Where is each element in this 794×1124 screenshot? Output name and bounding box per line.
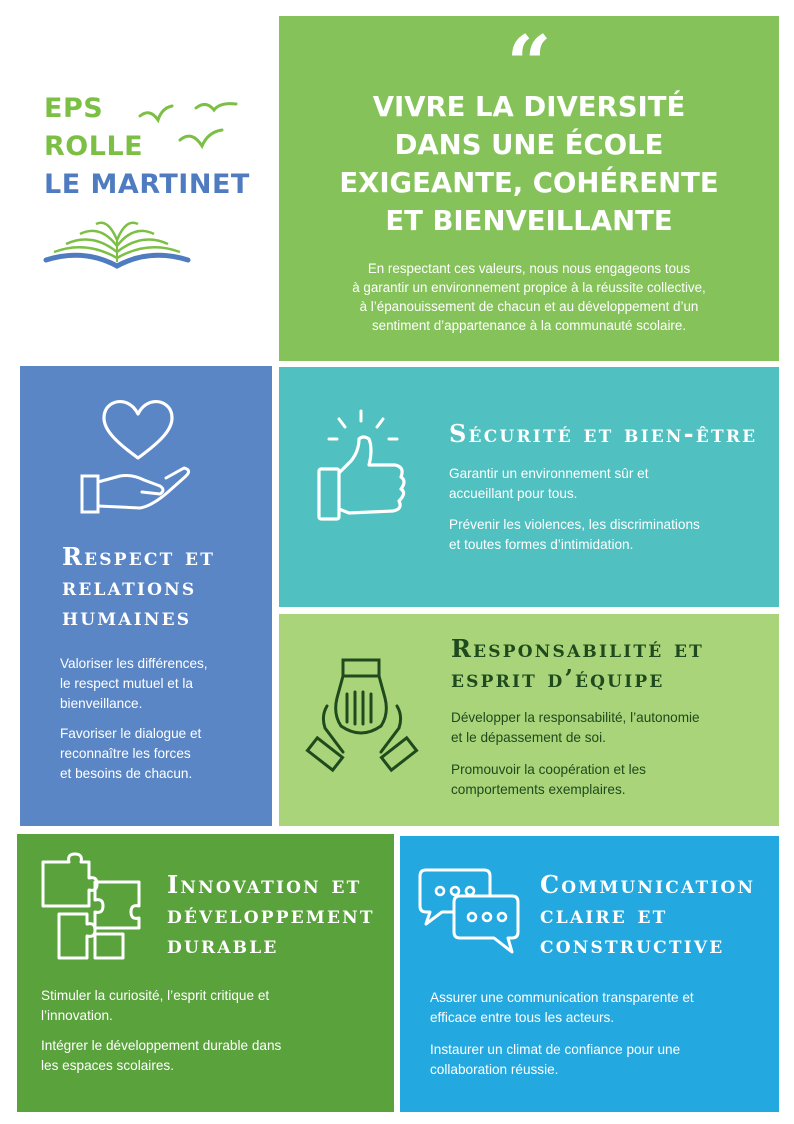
hand-heart-icon — [80, 396, 192, 516]
securite-text-1 — [449, 464, 648, 504]
hero-body-line: à garantir un environnement propice à la réussite collective, — [352, 280, 706, 295]
responsabilite-text-1 — [451, 708, 700, 748]
respect-text-line: reconnaître les forces — [60, 746, 191, 761]
quote-mark: “ — [506, 19, 552, 110]
communication-text-line: efficace entre tous les acteurs. — [430, 1010, 615, 1025]
logo-line-eps: EPS — [44, 93, 104, 124]
securite-text-line: Garantir un environnement sûr et — [449, 466, 649, 481]
respect-text-line: bienveillance. — [60, 696, 143, 711]
innovation-panel — [17, 834, 394, 1112]
respect-text-line: Valoriser les différences, — [60, 656, 208, 671]
communication-text-line: Assurer une communication transparente et — [430, 990, 694, 1005]
innovation-text-2 — [41, 1036, 281, 1076]
responsabilite-text-line: comportements exemplaires. — [451, 782, 626, 797]
hero-title-line: VIVRE LA DIVERSITÉ — [372, 91, 686, 123]
responsabilite-text-line: Promouvoir la coopération et les — [451, 762, 646, 777]
stacked-hands-icon — [303, 658, 421, 776]
securite-title: Sécurité et bien-être — [449, 419, 758, 448]
respect-text-line: Favoriser le dialogue et — [60, 726, 202, 741]
hero-body-line: En respectant ces valeurs, nous nous engageons tous — [367, 261, 691, 276]
open-book-icon — [44, 212, 190, 270]
speech-bubbles-icon — [418, 866, 522, 960]
securite-text-2 — [449, 515, 700, 555]
communication-text-1 — [430, 988, 694, 1028]
responsabilite-text-line: Développer la responsabilité, l’autonomie — [451, 710, 700, 725]
innovation-title-line: durable — [167, 930, 279, 959]
innovation-text-1 — [41, 986, 269, 1026]
innovation-title — [167, 870, 375, 960]
innovation-text-line: Intégrer le développement durable dans — [41, 1038, 282, 1053]
responsabilite-title-line: esprit d’équipe — [451, 664, 665, 693]
hero-body-line: à l’épanouissement de chacun et au développement d’un — [359, 299, 699, 314]
communication-text-line: collaboration réussie. — [430, 1062, 559, 1077]
responsabilite-text-2 — [451, 760, 646, 800]
hero-title-line: EXIGEANTE, COHÉRENTE — [339, 167, 719, 199]
communication-text-line: Instaurer un climat de confiance pour une — [430, 1042, 681, 1057]
puzzle-icon — [39, 858, 143, 962]
respect-title-line: humaines — [62, 602, 192, 631]
securite-text-line: et toutes formes d’intimidation. — [449, 537, 634, 552]
respect-title-line: relations — [62, 572, 197, 601]
thumbs-up-icon — [315, 409, 411, 525]
communication-title-line: claire et — [540, 900, 668, 929]
innovation-title-line: Innovation et — [167, 870, 362, 899]
securite-text-line: accueillant pour tous. — [449, 486, 578, 501]
hero-title-line: ET BIENVEILLANTE — [385, 205, 673, 237]
responsabilite-text-line: et le dépassement de soi. — [451, 730, 606, 745]
innovation-title-line: développement — [167, 900, 375, 929]
communication-title-line: constructive — [540, 930, 725, 959]
securite-text-line: Prévenir les violences, les discriminations — [449, 517, 700, 532]
innovation-text-line: l’innovation. — [41, 1008, 113, 1023]
hero-body-line: sentiment d’appartenance à la communauté scolaire. — [371, 318, 687, 333]
innovation-text-line: les espaces scolaires. — [41, 1058, 174, 1073]
responsabilite-panel — [279, 614, 779, 826]
respect-text-line: le respect mutuel et la — [60, 676, 193, 691]
respect-text-1 — [60, 654, 208, 714]
bird-icon — [140, 100, 250, 162]
respect-text-line: et besoins de chacun. — [60, 766, 193, 781]
respect-title — [62, 542, 215, 632]
responsabilite-title-line: Responsabilité et — [451, 634, 704, 663]
hero-title — [279, 88, 779, 240]
responsabilite-title — [451, 634, 704, 694]
innovation-text-line: Stimuler la curiosité, l’esprit critique et — [41, 988, 270, 1003]
respect-panel — [20, 366, 272, 826]
hero-title-line: DANS UNE ÉCOLE — [394, 129, 664, 161]
logo-line-rolle: ROLLE — [44, 131, 144, 162]
communication-text-2 — [430, 1040, 680, 1080]
respect-text-2 — [60, 724, 201, 784]
securite-panel — [279, 367, 779, 607]
hero-body — [305, 259, 753, 335]
communication-panel — [400, 836, 779, 1112]
communication-title — [540, 870, 755, 960]
hero-panel — [279, 16, 779, 361]
communication-title-line: Communication — [540, 870, 756, 899]
logo-line-martinet: LE MARTINET — [44, 169, 250, 200]
respect-title-line: Respect et — [62, 542, 216, 571]
